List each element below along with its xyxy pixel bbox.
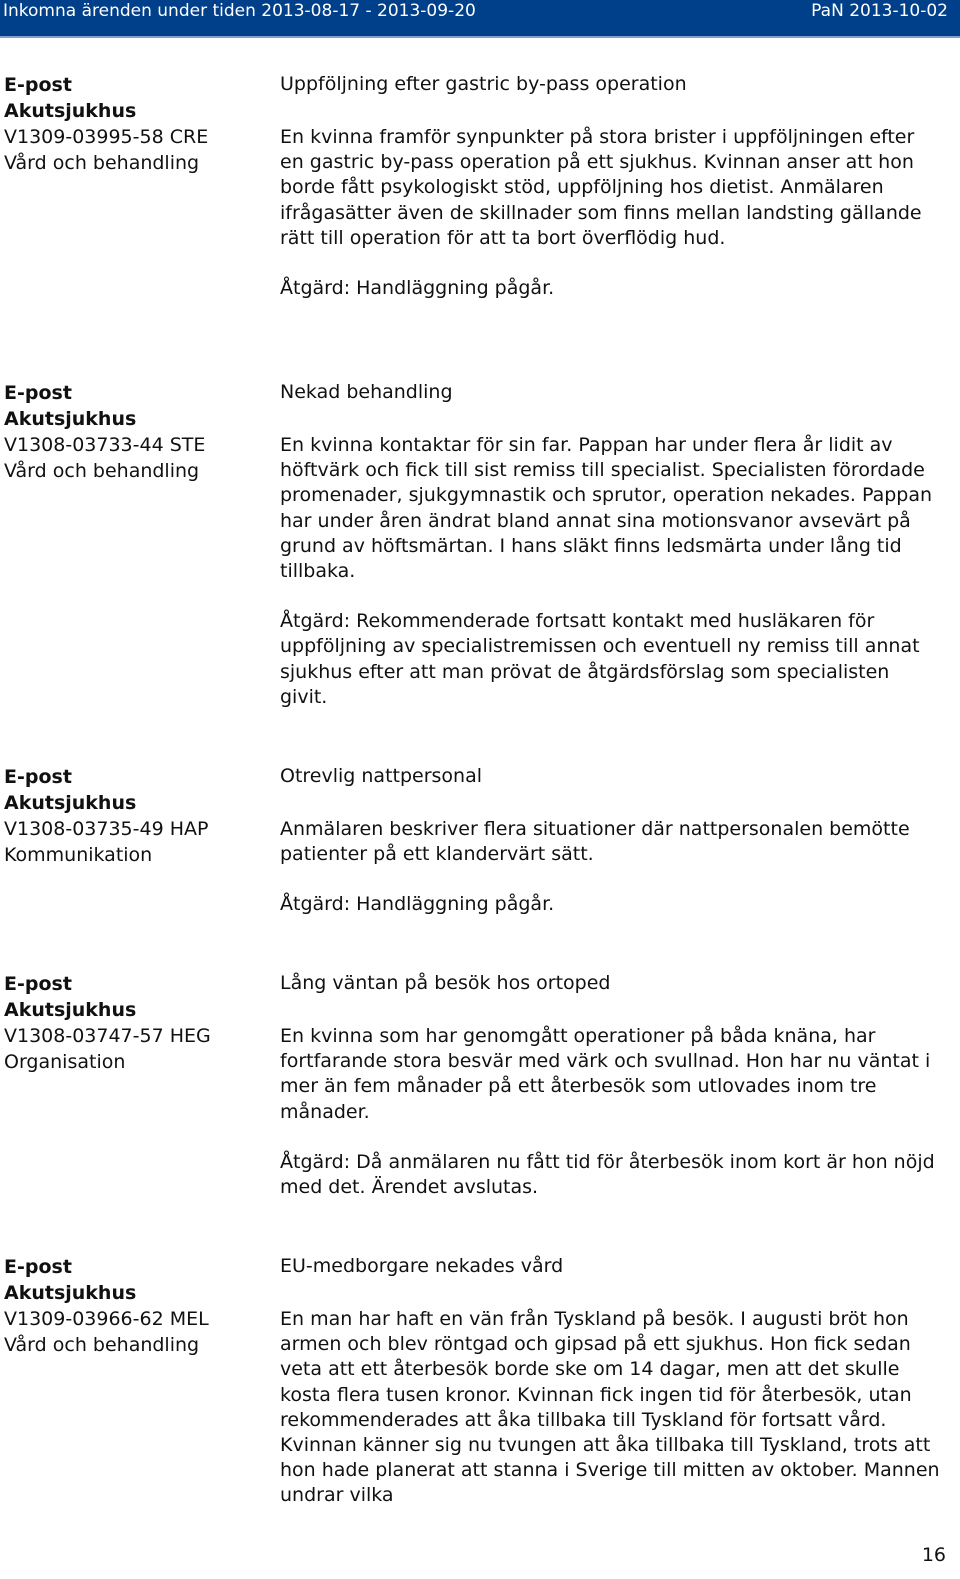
case-title: Uppföljning efter gastric by-pass operation: [280, 73, 687, 95]
case-body: En kvinna kontaktar för sin far. Pappan har under flera år lidit av höftvärk och fick till sist remiss till specialist. Specialisten förordade promenader, sjukgymnastik och sprutor, operation nekades. Pappan har under åren ändrat bland annat sina motionsvanor avsevärt på grund av höftsmärtan. I hans släkt finns ledsmärta under lång tid tillbaka.: [280, 434, 933, 583]
case-id: V1308-03733-44 STE: [4, 434, 206, 456]
header-date: PaN 2013-10-02: [811, 1, 948, 21]
case-body: En man har haft en vän från Tyskland på besök. I augusti bröt hon armen och blev röntgad och gipsad på ett sjukhus. Hon fick sedan veta att ett återbesök borde ske om 14 dagar, men att det skulle kosta flera tusen kronor. Kvinnan fick ingen tid för återbesök, utan rekommenderades att åka tillbaka till Tyskland för fortsatt vård. Kvinnan känner sig nu tvungen att åka tillbaka till Tyskland, trots att hon hade planerat att stanna i Sverige till mitten av oktober. Mannen undrar vilka: [280, 1308, 940, 1507]
case-meta: [4, 72, 264, 176]
case-content: [280, 764, 940, 918]
case-body: Anmälaren beskriver flera situationer där nattpersonalen bemötte patienter på ett klandervärt sätt.: [280, 818, 910, 866]
page-header: [0, 0, 960, 38]
case-channel: E-post: [4, 1256, 72, 1278]
case-channel: E-post: [4, 382, 72, 404]
case-content: [280, 72, 940, 301]
case-action: Åtgärd: Rekommenderade fortsatt kontakt med husläkaren för uppföljning av specialistremissen och eventuell ny remiss till annat sjukhus efter att man prövat de åtgärdsförslag som specialisten givit.: [280, 610, 920, 708]
case-meta: [4, 1254, 264, 1358]
case-channel: E-post: [4, 973, 72, 995]
case-action: Åtgärd: Handläggning pågår.: [280, 277, 555, 300]
case-id: V1309-03995-58 CRE: [4, 126, 209, 148]
case-id: V1308-03735-49 HAP: [4, 818, 209, 840]
case-unit: Akutsjukhus: [4, 408, 137, 430]
case-content: [280, 1254, 940, 1509]
case-title: Nekad behandling: [280, 381, 453, 403]
page-number: 16: [921, 1544, 946, 1566]
case-category: Vård och behandling: [4, 460, 200, 482]
case-category: Vård och behandling: [4, 1334, 200, 1356]
case-category: Vård och behandling: [4, 152, 200, 174]
case-title: EU-medborgare nekades vård: [280, 1255, 564, 1277]
case-body: En kvinna framför synpunkter på stora brister i uppföljningen efter en gastric by-pass operation på ett sjukhus. Kvinnan anser att hon borde fått psykologiskt stöd, uppföljning hos dietist. Anmälaren ifrågasätter även de skillnader som finns mellan landsting gällande rätt till operation för att ta bort överflödig hud.: [280, 126, 922, 249]
case-content: [280, 971, 940, 1200]
header-title: Inkomna ärenden under tiden 2013-08-17 - 2013-09-20: [3, 1, 476, 21]
case-title: Lång väntan på besök hos ortoped: [280, 972, 611, 994]
case-unit: Akutsjukhus: [4, 999, 137, 1021]
case-category: Kommunikation: [4, 844, 153, 866]
case-category: Organisation: [4, 1051, 126, 1073]
case-id: V1309-03966-62 MEL: [4, 1308, 209, 1330]
case-action: Åtgärd: Handläggning pågår.: [280, 893, 555, 916]
case-content: [280, 380, 940, 710]
case-unit: Akutsjukhus: [4, 792, 137, 814]
case-action: Åtgärd: Då anmälaren nu fått tid för återbesök inom kort är hon nöjd med det. Ärendet avslutas.: [280, 1150, 935, 1199]
case-unit: Akutsjukhus: [4, 1282, 137, 1304]
case-id: V1308-03747-57 HEG: [4, 1025, 211, 1047]
case-channel: E-post: [4, 74, 72, 96]
case-meta: [4, 380, 264, 484]
case-channel: E-post: [4, 766, 72, 788]
case-body: En kvinna som har genomgått operationer på båda knäna, har fortfarande stora besvär med värk och svullnad. Hon har nu väntat i mer än fem månader på ett återbesök som utlovades inom tre månader.: [280, 1025, 931, 1123]
case-title: Otrevlig nattpersonal: [280, 765, 483, 787]
case-meta: [4, 971, 264, 1075]
case-unit: Akutsjukhus: [4, 100, 137, 122]
case-meta: [4, 764, 264, 868]
